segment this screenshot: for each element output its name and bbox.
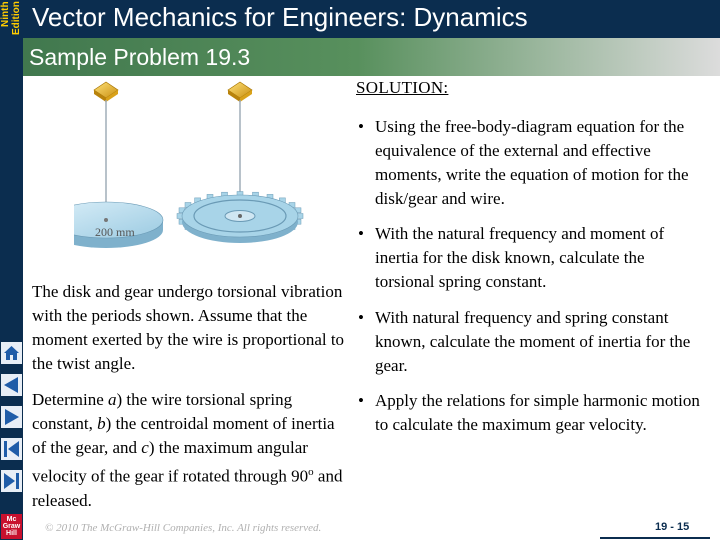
gear-mount-icon (228, 82, 252, 102)
title-bar (23, 0, 720, 38)
next-icon[interactable] (1, 406, 22, 428)
degree-symbol: o (308, 466, 314, 478)
mcgraw-hill-logo: Mc Graw Hill (2, 516, 21, 537)
solution-step-3: With natural frequency and spring constant known, calculate the moment of inertia for the gear. (375, 308, 691, 375)
home-icon[interactable] (1, 342, 22, 364)
disk-gear-figure (74, 80, 314, 262)
previous-icon[interactable] (1, 374, 22, 396)
part-a-text: ) the wire torsional spring constant, (32, 390, 293, 433)
page-number: 19 - 15 (655, 521, 690, 533)
page-title: Vector Mechanics for Engineers: Dynamics (32, 2, 528, 32)
bullet-4: • (358, 391, 364, 410)
solution-heading: SOLUTION: (356, 78, 449, 97)
part-b-marker: b (97, 414, 106, 433)
edition-label: Ninth Edition (0, 1, 22, 35)
part-c-text: ) the maximum angular velocity of the gear if rotated through 90 (32, 438, 309, 486)
part-a-marker: a (108, 390, 117, 409)
gear-shape (177, 192, 303, 244)
problem-questions (32, 388, 350, 513)
disk-diameter-label: 200 mm (95, 225, 135, 239)
slide-subtitle: Sample Problem 19.3 (29, 44, 251, 70)
bullet-2: • (358, 224, 364, 243)
question-end: and released. (32, 466, 343, 510)
part-c-marker: c (141, 438, 149, 457)
last-slide-icon[interactable] (1, 470, 22, 492)
bullet-3: • (358, 308, 364, 327)
subtitle-bar (23, 38, 720, 76)
question-prefix: Determine (32, 390, 108, 409)
solution-step-2: With the natural frequency and moment of inertia for the disk known, calculate the torsional spring constant. (375, 224, 665, 291)
footer-divider (600, 537, 710, 539)
solution-step-4: Apply the relations for simple harmonic motion to calculate the maximum gear velocity. (375, 391, 700, 434)
part-b-text: ) the centroidal moment of inertia of the gear, and (32, 414, 335, 457)
copyright-notice: © 2010 The McGraw-Hill Companies, Inc. All rights reserved. (45, 522, 322, 534)
problem-statement: The disk and gear undergo torsional vibration with the periods shown. Assume that the moment exerted by the wire is proportional to the twist angle. (32, 282, 345, 373)
disk-mount-icon (94, 82, 118, 102)
left-sidebar (0, 0, 23, 540)
solution-step-1: Using the free-body-diagram equation for the equivalence of the external and effective moments, write the equation of motion for the disk/gear and wire. (375, 117, 689, 208)
first-slide-icon[interactable] (1, 438, 22, 460)
bullet-1: • (358, 117, 364, 136)
